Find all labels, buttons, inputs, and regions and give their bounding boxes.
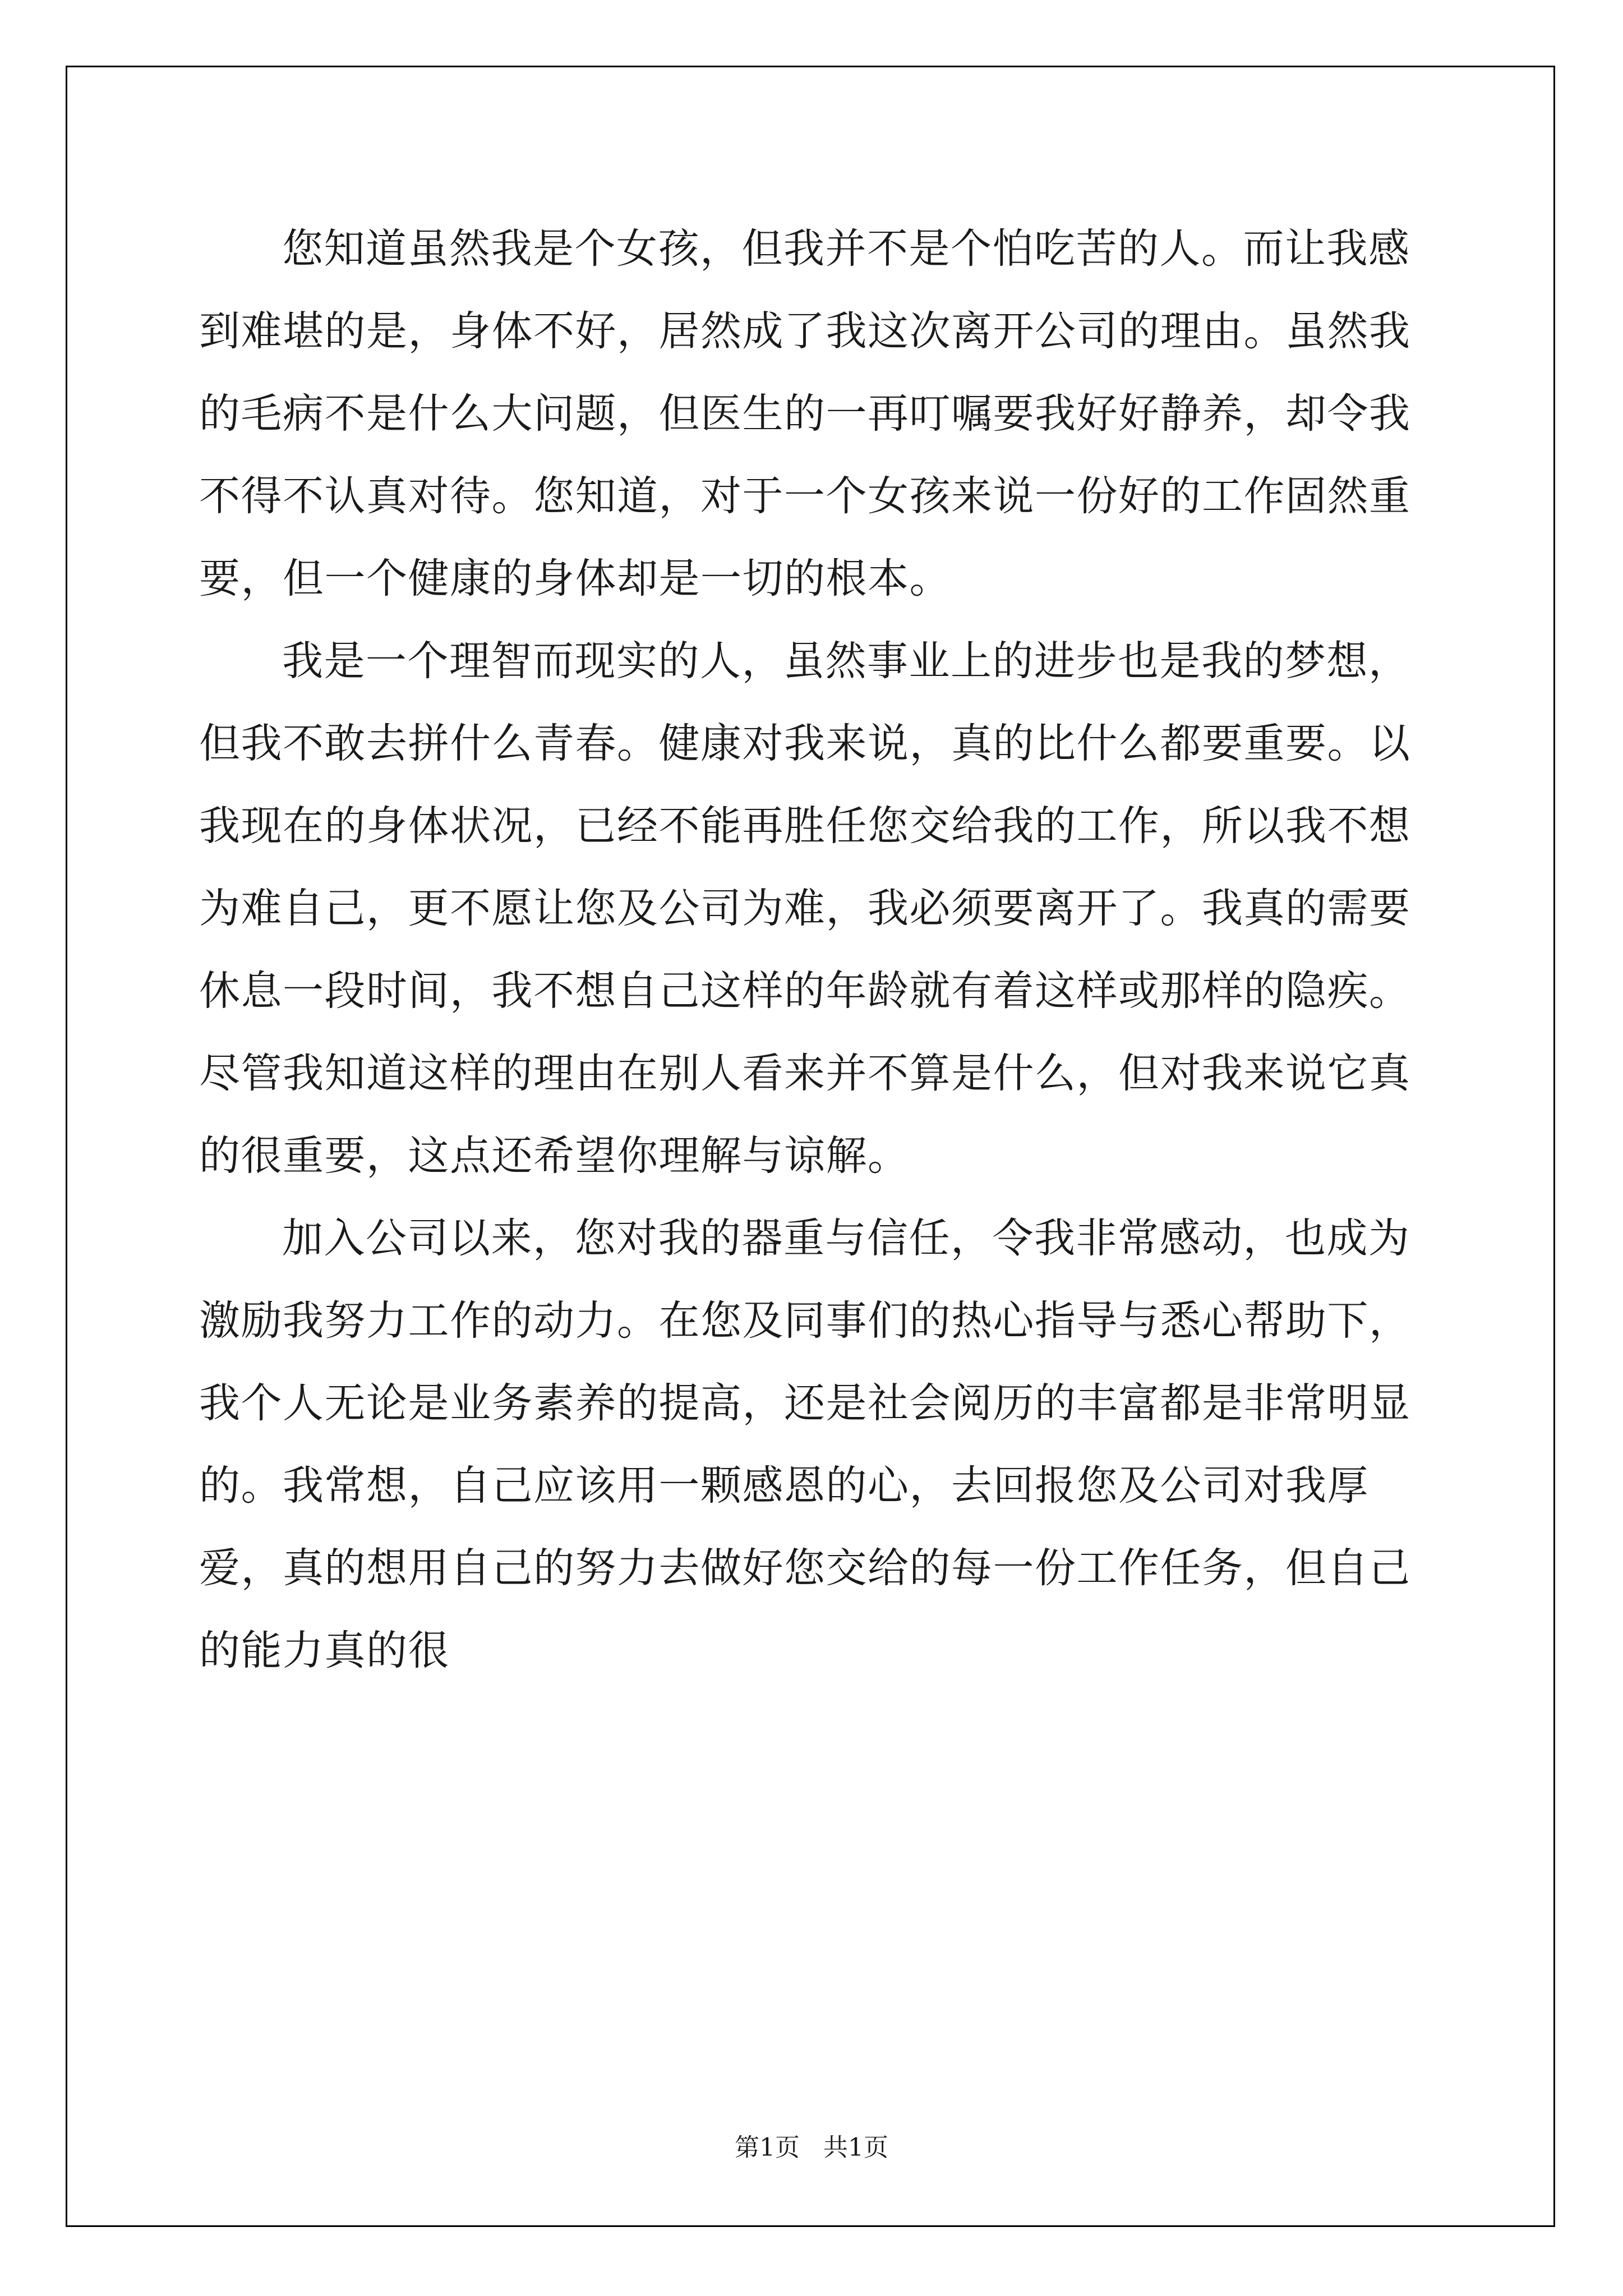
- page-footer: [0, 2127, 1623, 2163]
- paragraph-2: 我是一个理智而现实的人，虽然事业上的进步也是我的梦想，但我不敢去拼什么青春。健康对我来说，真的比什么都要重要。以我现在的身体状况，已经不能再胜任您交给我的工作，所以我不想为难自己，更不愿让您及公司为难，我必须要离开了。我真的需要休息一段时间，我不想自己这样的年龄就有着这样或那样的隐疾。尽管我知道这样的理由在别人看来并不算是什么，但对我来说它真的很重要，这点还希望你理解与谅解。: [199, 637, 1411, 1180]
- page-total: 共1页: [823, 2133, 888, 2162]
- page-number: 第1页: [735, 2133, 800, 2162]
- paragraph-3: 加入公司以来，您对我的器重与信任，令我非常感动，也成为激励我努力工作的动力。在您及同事们的热心指导与悉心帮助下，我个人无论是业务素养的提高，还是社会阅历的丰富都是非常明显的。我常想，自己应该用一颗感恩的心，去回报您及公司对我厚爱，真的想用自己的努力去做好您交给的每一份工作任务，但自己的能力真的很: [199, 1214, 1411, 1674]
- document-body: [199, 208, 1427, 1692]
- paragraph-1: 您知道虽然我是个女孩，但我并不是个怕吃苦的人。而让我感到难堪的是，身体不好，居然成了我这次离开公司的理由。虽然我的毛病不是什么大问题，但医生的一再叮嘱要我好好静养，却令我不得不认真对待。您知道，对于一个女孩来说一份好的工作固然重要，但一个健康的身体却是一切的根本。: [199, 225, 1411, 602]
